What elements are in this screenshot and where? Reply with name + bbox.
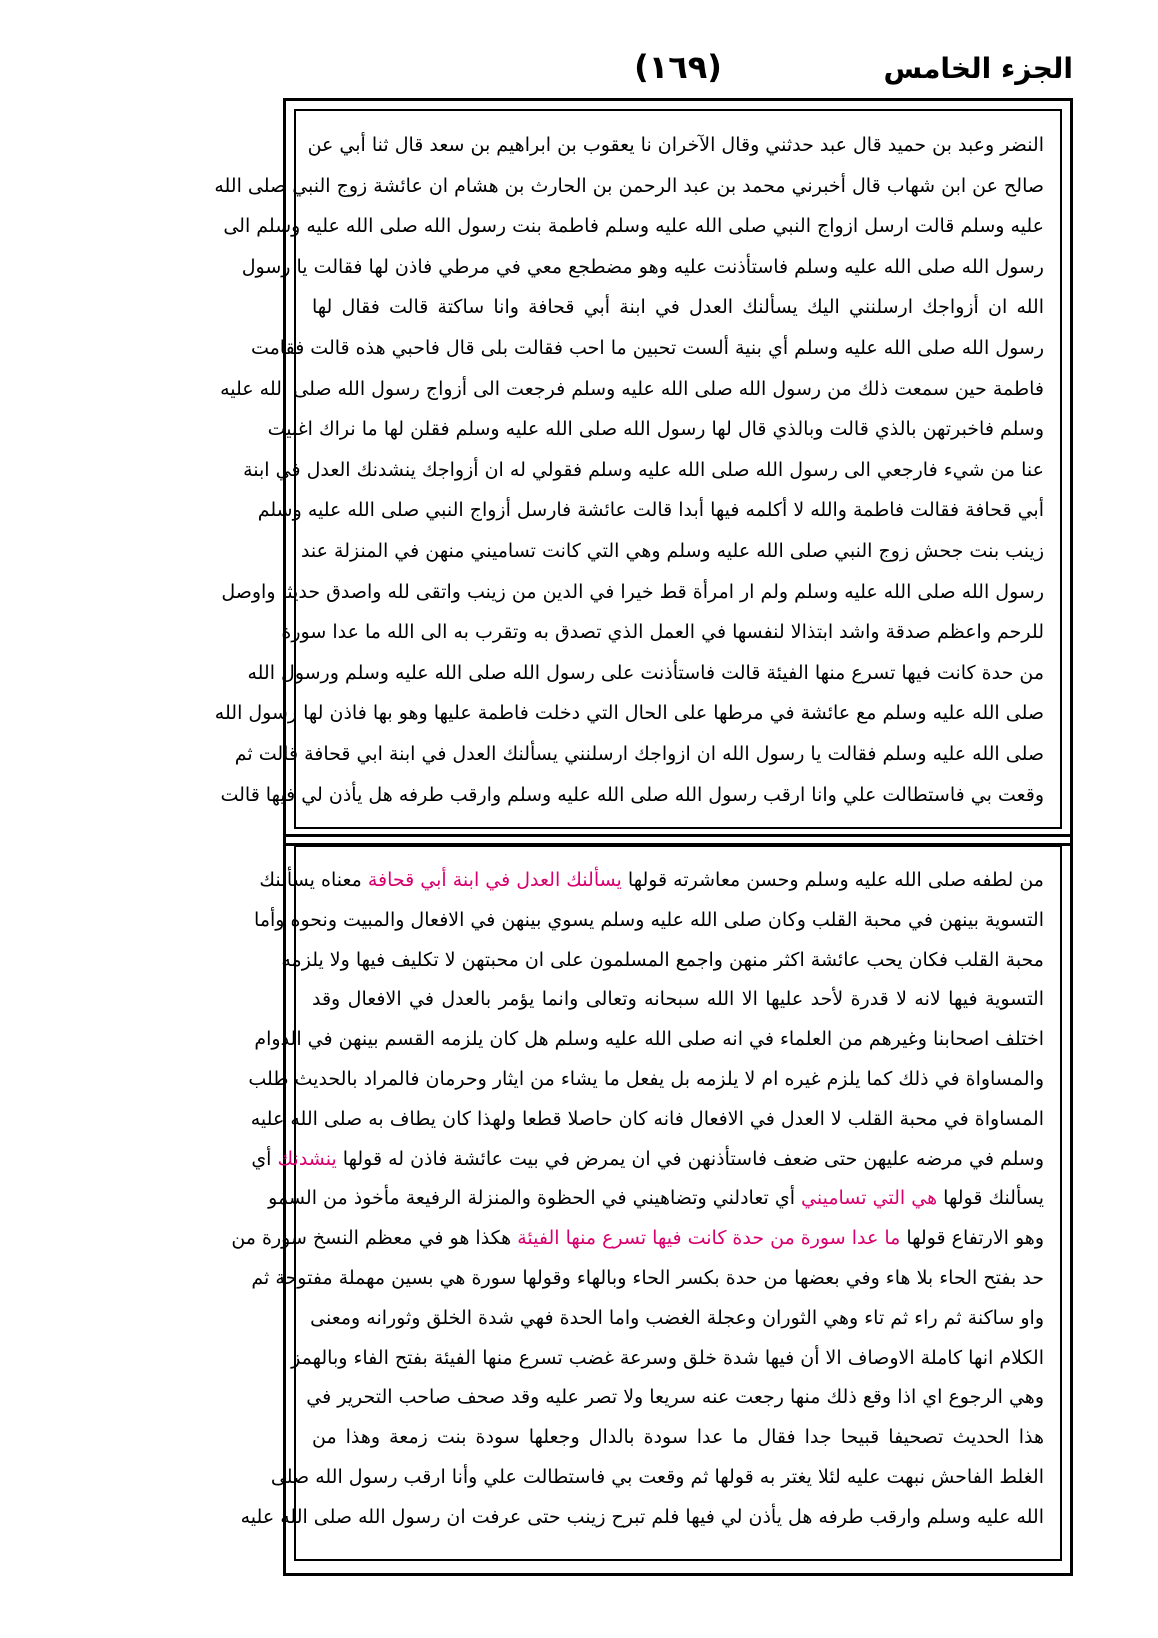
hadith-line: رسول الله صلى الله عليه وسلم أي بنية ألست تحبين ما احب فقالت بلى قال فاحبي هذه قالت فقامت <box>250 336 1044 359</box>
hadith-line: زينب بنت جحش زوج النبي صلى الله عليه وسلم وهي التي كانت تساميني منهن في المنزلة عند <box>300 539 1044 562</box>
commentary-line <box>270 1458 1044 1498</box>
commentary-segment: أي <box>251 1147 278 1170</box>
commentary-segment: هكذا هو في معظم النسخ سورة من <box>231 1227 518 1250</box>
commentary-segment: والمساواة في ذلك كما يلزم غيره ام لا يلزمه بل يفعل ما يشاء من ايثار وحرمان فالمراد بالحديث طلب <box>248 1067 1044 1090</box>
hadith-line: رسول الله صلى الله عليه وسلم ولم ار امرأة قط خيرا في الدين من زينب واتقى لله واصدق حديثا واوصل <box>221 580 1044 603</box>
commentary-segment: الغلط الفاحش نبهت عليه لئلا يغتر به قولها ثم وقعت بي فاستطالت علي وأنا ارقب رسول الله صلى <box>270 1465 1044 1488</box>
commentary-segment: حد بفتح الحاء بلا هاء وفي بعضها من حدة بكسر الحاء وبالهاء وقولها سورة هي بسين مهملة مفتوحة ثم <box>251 1266 1044 1289</box>
quoted-phrase: يسألنك العدل في ابنة أبي قحافة <box>367 869 622 891</box>
hadith-panel <box>214 109 1062 829</box>
quoted-phrase: ينشدنك <box>277 1147 337 1170</box>
page-frame <box>214 98 1073 1576</box>
commentary-line <box>306 1378 1044 1418</box>
quoted-phrase: ما عدا سورة من حدة كانت فيها تسرع منها الفيئة <box>517 1227 901 1250</box>
commentary-line <box>254 1020 1044 1060</box>
commentary-line <box>254 901 1044 941</box>
hadith-line: وقعت بي فاستطالت علي وانا ارقب رسول الله صلى الله عليه وسلم وارقب طرفه هل يأذن لي فيها قالت <box>220 783 1044 806</box>
commentary-line <box>250 1100 1044 1140</box>
hadith-line: أبي قحافة فقالت فاطمة والله لا أكلمه فيها أبدا قالت عائشة فارسل أزواج النبي صلى الله عليه وسلم <box>257 499 1044 522</box>
commentary-line <box>251 1259 1044 1299</box>
commentary-line <box>281 941 1044 981</box>
hadith-line: عليه وسلم قالت ارسل ازواج النبي صلى الله عليه وسلم فاطمة بنت رسول الله صلى الله عليه وسلم الى <box>223 215 1044 238</box>
commentary-text <box>231 861 1044 1538</box>
commentary-segment: وهي الرجوع اي اذا وقع ذلك منها رجعت عنه سريعا ولا تصر عليه وقد صحف صاحب التحرير في <box>306 1386 1044 1409</box>
hadith-line: صالح عن ابن شهاب قال أخبرني محمد بن عبد الرحمن بن الحارث بن هشام ان عائشة زوج النبي صلى الله <box>214 174 1044 197</box>
quoted-phrase: هي التي تساميني <box>801 1187 938 1210</box>
commentary-segment: أي تعادلني وتضاهيني في الحظوة والمنزلة الرفيعة مأخوذ من السمو <box>268 1187 802 1210</box>
page-header <box>283 48 1073 98</box>
commentary-line <box>312 1418 1044 1458</box>
commentary-segment: وسلم في مرضه عليهن حتى ضعف فاستأذنهن في ان يمرض في بيت عائشة فاذن له قولها <box>336 1147 1044 1170</box>
commentary-segment: التسوية بينهن في محبة القلب وكان صلى الله عليه وسلم يسوي بينهن في الافعال والمبيت ونحوه وأما <box>254 908 1044 931</box>
commentary-line <box>268 1179 1044 1219</box>
hadith-line: وسلم فاخبرتهن بالذي قالت وبالذي قال لها رسول الله صلى الله عليه وسلم فقلن لها ما نراك اغنيت <box>267 418 1044 441</box>
commentary-segment: يسألنك قولها <box>937 1187 1044 1210</box>
commentary-line <box>312 980 1044 1020</box>
hadith-text <box>214 125 1044 815</box>
hadith-line: فاطمة حين سمعت ذلك من رسول الله صلى الله عليه وسلم فرجعت الى أزواج رسول الله صلى الله عليه <box>220 377 1044 400</box>
hadith-line: صلى الله عليه وسلم مع عائشة في مرطها على الحال التي دخلت فاطمة عليها وهو بها فاذن لها رسول الله <box>214 702 1044 725</box>
commentary-segment: هذا الحديث تصحيفا قبيحا جدا فقال ما عدا سودة بالدال وجعلها سودة بنت زمعة وهذا من <box>312 1426 1044 1449</box>
commentary-line <box>231 1219 1044 1259</box>
commentary-segment: محبة القلب فكان يحب عائشة اكثر منهن واجمع المسلمون على ان محبتهن لا تكليف فيها ولا يلزمه <box>281 948 1044 971</box>
commentary-segment: من لطفه صلى الله عليه وسلم وحسن معاشرته قولها <box>621 869 1044 891</box>
commentary-line <box>251 1140 1044 1180</box>
hadith-line: من حدة كانت فيها تسرع منها الفيئة قالت فاستأذنت على رسول الله صلى الله عليه وسلم ورسول الله <box>247 661 1044 684</box>
commentary-segment: اختلف اصحابنا وغيرهم من العلماء في انه صلى الله عليه وسلم هل كان يلزمه القسم بينهن في الدوام <box>254 1028 1044 1051</box>
commentary-line <box>240 1498 1044 1538</box>
hadith-line: صلى الله عليه وسلم فقالت يا رسول الله ان ازواجك ارسلنني يسألنك العدل في ابنة ابي قحافة قالت ثم <box>234 742 1044 765</box>
hadith-line: للرحم واعظم صدقة واشد ابتذالا لنفسها في العمل الذي تصدق به وتقرب به الى الله ما عدا سورة <box>281 621 1044 644</box>
commentary-segment: المساواة في محبة القلب لا العدل في الافعال فانه كان حاصلا قطعا ولهذا كان يطاف به صلى الله عليه <box>250 1107 1044 1130</box>
hadith-line: عنا من شيء فارجعي الى رسول الله صلى الله عليه وسلم فقولي له ان أزواجك ينشدنك العدل في ابنة <box>243 458 1044 481</box>
commentary-line <box>248 1060 1044 1100</box>
page-number: (١٦٩) <box>634 48 722 86</box>
hadith-line: النضر وعبد بن حميد قال عبد حدثني وقال الآخران نا يعقوب بن ابراهيم بن سعد قال ثنا أبي عن <box>307 134 1044 156</box>
commentary-line <box>291 1339 1044 1379</box>
commentary-segment: الكلام انها كاملة الاوصاف الا أن فيها شدة خلق وسرعة غضب تسرع منها الفيئة بفتح الفاء وبالهمز <box>291 1346 1044 1369</box>
commentary-segment: واو ساكنة ثم راء ثم تاء وهي الثوران وعجلة الغضب واما الحدة فهي شدة الخلق وثورانه ومعنى <box>310 1306 1044 1329</box>
commentary-line <box>312 1299 1044 1339</box>
commentary-segment: وهو الارتفاع قولها <box>900 1227 1044 1250</box>
commentary-panel <box>231 845 1062 1561</box>
commentary-segment: معناه يسألنك <box>259 869 368 891</box>
part-title: الجزء الخامس <box>883 52 1073 85</box>
commentary-segment: الله عليه وسلم وارقب طرفه هل يأذن لي فيها فلم تبرح زينب حتى عرفت ان رسول الله صلى الله عليه <box>240 1505 1044 1528</box>
commentary-segment: التسوية فيها لانه لا قدرة لأحد عليها الا الله سبحانه وتعالى وانما يؤمر بالعدل في الافعال وقد <box>312 988 1044 1011</box>
hadith-line: رسول الله صلى الله عليه وسلم فاستأذنت عليه وهو مضطجع معي في مرطي فاذن لها فقالت يا رسول <box>241 255 1044 278</box>
commentary-line <box>259 861 1044 901</box>
hadith-line: الله ان أزواجك ارسلنني اليك يسألنك العدل في ابنة أبي قحافة وانا ساكتة قالت فقال لها <box>312 296 1044 319</box>
